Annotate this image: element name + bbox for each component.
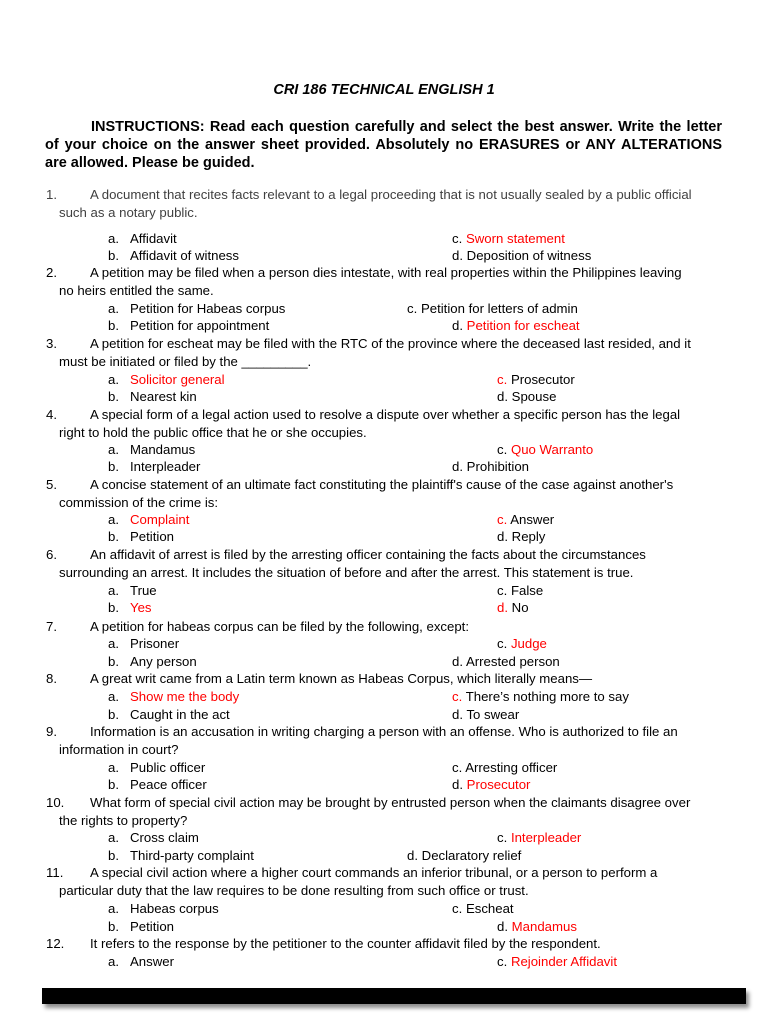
option-b: b. Petition for appointment (108, 318, 270, 333)
option-a: a. Affidavit (108, 231, 177, 246)
option-c: c. Arresting officer (452, 760, 558, 775)
option-b: b. Peace officer (108, 777, 207, 792)
question-number: 5. (46, 477, 57, 492)
question-text: A document that recites facts relevant to a legal proceeding that is not usually sealed by a public official (90, 187, 692, 202)
option-d: d. Deposition of witness (452, 248, 592, 263)
option-b: b. Yes (108, 600, 152, 615)
question-text: A petition for habeas corpus can be filed by the following, except: (90, 619, 470, 634)
question-text-cont: information in court? (59, 741, 179, 757)
option-c: c. Escheat (452, 901, 514, 916)
question-text-cont: such as a notary public. (59, 204, 198, 220)
question-7 (46, 618, 726, 636)
answer-highlight: Complaint (130, 512, 190, 527)
answer-highlight: Show me the body (130, 689, 240, 704)
answer-highlight: Solicitor general (130, 372, 225, 387)
answer-highlight: Petition for escheat (466, 318, 580, 333)
option-d: d. Spouse (497, 389, 557, 404)
question-1 (46, 186, 726, 221)
question-text: What form of special civil action may be brought by entrusted person when the claimants disagree over (90, 795, 691, 810)
option-d: d. Reply (497, 529, 546, 544)
option-b: b. Petition (108, 919, 174, 934)
option-b: b. Affidavit of witness (108, 248, 239, 263)
question-text-cont: no heirs entitled the same. (59, 282, 214, 298)
answer-highlight: Sworn statement (465, 231, 565, 246)
option-b: b. Caught in the act (108, 707, 230, 722)
option-c: c. Judge (497, 636, 547, 651)
question-4 (46, 406, 726, 441)
question-number: 7. (46, 619, 57, 634)
option-d: d. Prosecutor (452, 777, 531, 792)
option-b: b. Any person (108, 654, 197, 669)
question-2 (46, 264, 726, 299)
question-number: 9. (46, 724, 57, 739)
option-a: a. Petition for Habeas corpus (108, 301, 286, 316)
option-b: b. Third-party complaint (108, 848, 254, 863)
option-d: d. Arrested person (452, 654, 560, 669)
answer-highlight: Rejoinder Affidavit (510, 954, 617, 969)
option-d: d. Declaratory relief (407, 848, 522, 863)
option-a: a. Show me the body (108, 689, 240, 704)
question-number: 10. (46, 795, 65, 810)
option-a: a. Prisoner (108, 636, 180, 651)
option-b: b. Petition (108, 529, 174, 544)
question-number: 3. (46, 336, 57, 351)
option-c: c. Quo Warranto (497, 442, 594, 457)
question-number: 11. (46, 865, 64, 880)
question-text-cont: must be initiated or filed by the _________. (59, 353, 312, 369)
question-6 (46, 546, 726, 581)
answer-highlight: Quo Warranto (510, 442, 594, 457)
question-text: A petition may be filed when a person dies intestate, with real properties within the Philippines leaving (90, 265, 682, 280)
question-11 (46, 864, 726, 899)
question-10 (46, 794, 726, 829)
answer-highlight: Interpleader (510, 830, 582, 845)
footer-bar (42, 988, 746, 1004)
answer-highlight: Yes (130, 600, 152, 615)
question-number: 6. (46, 547, 57, 562)
option-b: b. Interpleader (108, 459, 201, 474)
option-a: a. Habeas corpus (108, 901, 219, 916)
question-8 (46, 670, 726, 688)
option-c: c. False (497, 583, 544, 598)
option-c: c. There’s nothing more to say (452, 689, 629, 704)
question-text-cont: surrounding an arrest. It includes the situation of before and after the arrest. This statement is true. (59, 564, 634, 580)
question-text: Information is an accusation in writing charging a person with an offense. Who is authorized to file an (90, 724, 678, 739)
question-12 (46, 935, 726, 953)
option-d: d. To swear (452, 707, 520, 722)
question-text-cont: right to hold the public office that he or she occupies. (59, 424, 367, 440)
question-3 (46, 335, 726, 370)
question-text: A special civil action where a higher court commands an inferior tribunal, or a person to perform a (90, 865, 658, 880)
option-c: c. Answer (497, 512, 555, 527)
question-text: A concise statement of an ultimate fact constituting the plaintiff's cause of the case against another's (90, 477, 674, 492)
answer-highlight: Prosecutor (466, 777, 531, 792)
option-d: d. No (497, 600, 529, 615)
answer-highlight: Mandamus (511, 919, 577, 934)
option-a: a. Complaint (108, 512, 190, 527)
option-a: a. Cross claim (108, 830, 199, 845)
question-text-cont: the rights to property? (59, 812, 188, 828)
option-d: d. Mandamus (497, 919, 577, 934)
option-a: a. Public officer (108, 760, 206, 775)
option-d: d. Petition for escheat (452, 318, 580, 333)
question-text: A special form of a legal action used to resolve a dispute over whether a specific person has the legal (90, 407, 681, 422)
question-number: 8. (46, 671, 57, 686)
question-number: 12. (46, 936, 65, 951)
question-text: An affidavit of arrest is filed by the arresting officer containing the facts about the circumstances (90, 547, 646, 562)
option-a: a. True (108, 583, 157, 598)
option-a: a. Solicitor general (108, 372, 225, 387)
question-text: A great writ came from a Latin term known as Habeas Corpus, which literally means— (90, 671, 593, 686)
option-c: c. Rejoinder Affidavit (497, 954, 617, 969)
option-b: b. Nearest kin (108, 389, 197, 404)
option-c: c. Petition for letters of admin (407, 301, 578, 316)
option-a: a. Answer (108, 954, 174, 969)
question-text: It refers to the response by the petitioner to the counter affidavit filed by the respondent. (90, 936, 601, 951)
option-d: d. Prohibition (452, 459, 529, 474)
option-c: c. Prosecutor (497, 372, 575, 387)
question-number: 2. (46, 265, 57, 280)
question-text-cont: commission of the crime is: (59, 494, 219, 510)
question-number: 1. (46, 187, 57, 202)
option-c: c. Interpleader (497, 830, 582, 845)
question-text-cont: particular duty that the law requires to be done resulting from such office or trust. (59, 882, 529, 898)
instructions: INSTRUCTIONS: Read each question carefully and select the best answer. Write the letter of your choice on the answer sheet provided. Absolutely no ERASURES or ANY ALTERATIONS are allowed. Please be guided. (45, 119, 722, 171)
answer-highlight: Judge (510, 636, 547, 651)
option-c: c. Sworn statement (452, 231, 565, 246)
option-a: a. Mandamus (108, 442, 196, 457)
question-number: 4. (46, 407, 57, 422)
question-9 (46, 723, 726, 758)
question-5 (46, 476, 726, 511)
question-text: A petition for escheat may be filed with the RTC of the province where the deceased last resided, and it (90, 336, 691, 351)
document-title: CRI 186 TECHNICAL ENGLISH 1 (273, 82, 495, 98)
